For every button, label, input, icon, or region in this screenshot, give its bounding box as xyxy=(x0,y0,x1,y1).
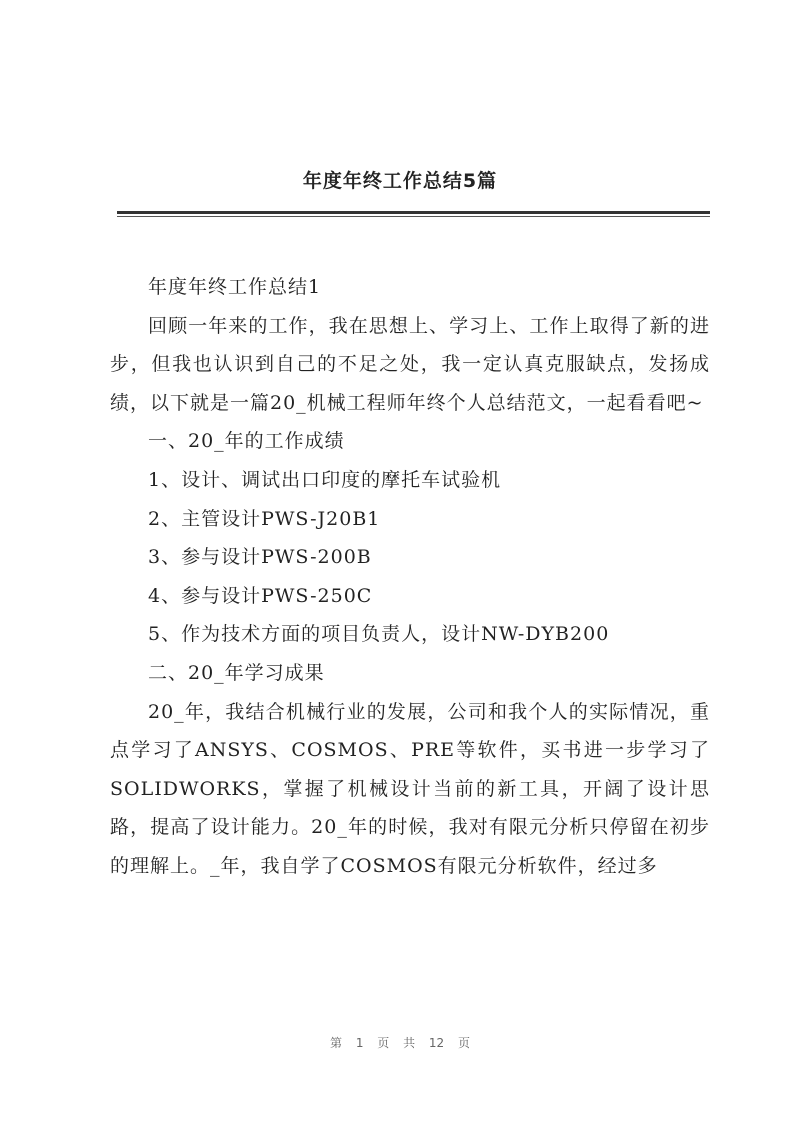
list-item: 2、主管设计PWS-J20B1 xyxy=(148,507,381,530)
list-item: 5、作为技术方面的项目负责人，设计NW-DYB200 xyxy=(148,623,610,646)
list-item: 3、参与设计PWS-200B xyxy=(148,546,372,569)
subsection-heading: 一、20_年的工作成绩 xyxy=(148,430,345,453)
body-paragraph: 回顾一年来的工作，我在思想上、学习上、工作上取得了新的进步，但我也认识到自己的不足之处，我一定认真克服缺点，发扬成绩，以下就是一篇20_机械工程师年终个人总结范文，一起看看吧~ xyxy=(110,314,710,414)
page-footer: 第 1 页 共 12 页 xyxy=(330,1036,470,1050)
title-divider-thin xyxy=(117,216,710,217)
subsection-heading: 二、20_年学习成果 xyxy=(148,661,325,684)
list-item: 4、参与设计PWS-250C xyxy=(148,584,373,607)
list-item: 1、设计、调试出口印度的摩托车试验机 xyxy=(148,468,502,491)
title-divider-thick xyxy=(117,211,710,214)
body-paragraph: 20_年，我结合机械行业的发展，公司和我个人的实际情况，重点学习了ANSYS、COSMOS、PRE等软件，买书进一步学习了SOLIDWORKS，掌握了机械设计当前的新工具，开阔了设计思路，提高了设计能力。20_年的时候，我对有限元分析只停留在初步的理解上。_年，我自学了COSMOS有限元分析软件，经过多 xyxy=(110,700,710,877)
document-body xyxy=(110,268,710,886)
document-title: 年度年终工作总结5篇 xyxy=(302,170,498,192)
section-heading: 年度年终工作总结1 xyxy=(148,276,322,298)
